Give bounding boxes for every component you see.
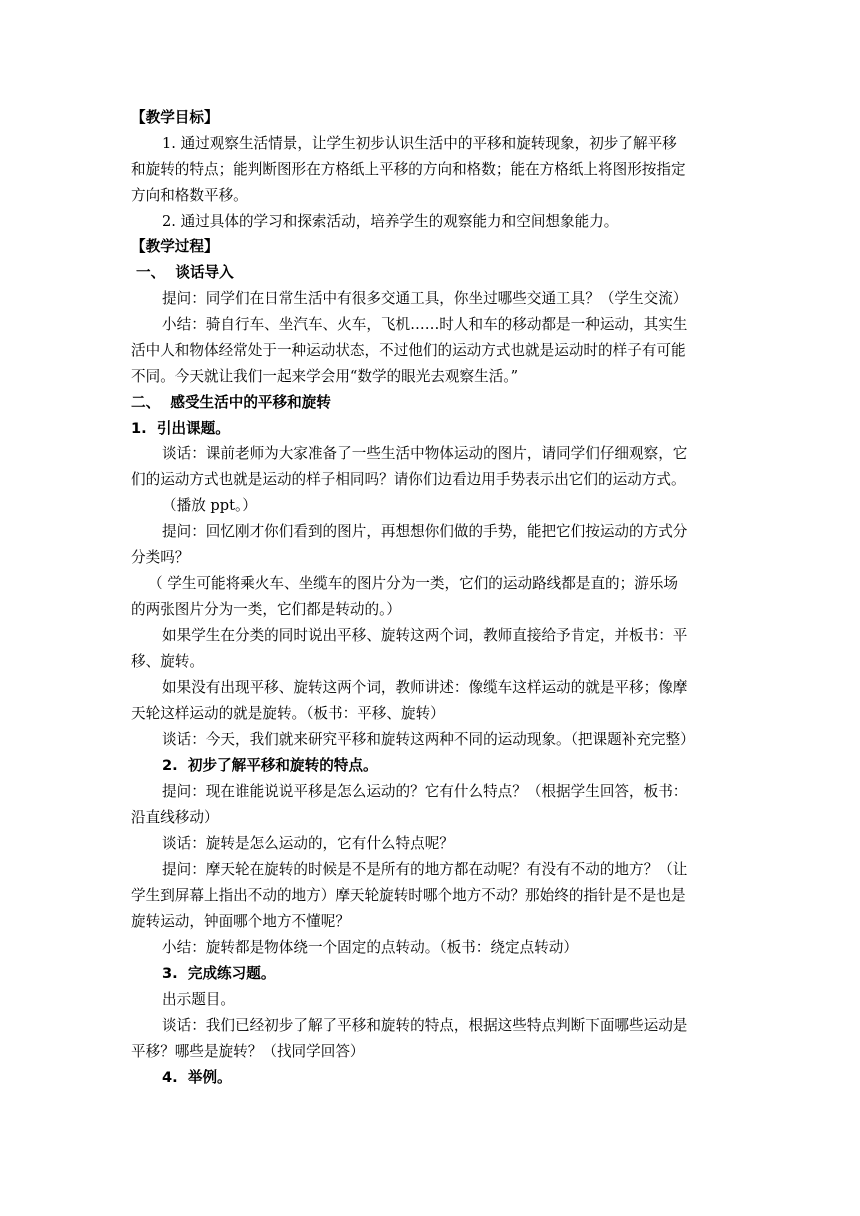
- paragraph-line: 和旋转的特点；能判断图形在方格纸上平移的方向和格数；能在方格纸上将图形按指定: [131, 161, 686, 178]
- paragraph-line: 谈话：我们已经初步了解了平移和旋转的特点，根据这些特点判断下面哪些运动是: [162, 1017, 688, 1034]
- paragraph-line: （播放 ppt。）: [162, 497, 257, 514]
- paragraph-line: 小结：旋转都是物体绕一个固定的点转动。（板书：绕定点转动）: [162, 939, 578, 956]
- paragraph-line: 移、旋转。: [131, 653, 204, 670]
- paragraph-line: （ 学生可能将乘火车、坐缆车的图片分为一类，它们的运动路线都是直的；游乐场: [148, 575, 679, 592]
- section-heading: 1. 引出课题。: [131, 420, 230, 437]
- paragraph-line: 谈话：旋转是怎么运动的，它有什么特点呢？: [162, 835, 454, 852]
- section-heading: 4. 举例。: [162, 1069, 232, 1086]
- section-heading: 2. 初步了解平移和旋转的特点。: [162, 757, 378, 774]
- section-heading: 二、 感受生活中的平移和旋转: [131, 394, 331, 411]
- paragraph-line: 2. 通过具体的学习和探索活动，培养学生的观察能力和空间想象能力。: [162, 213, 619, 230]
- paragraph-line: 方向和格数平移。: [131, 187, 248, 204]
- paragraph-line: 旋转运动，钟面哪个地方不懂呢？: [131, 913, 350, 930]
- paragraph-line: 出示题目。: [162, 991, 235, 1008]
- paragraph-line: 谈话：课前老师为大家准备了一些生活中物体运动的图片，请同学们仔细观察，它: [162, 445, 688, 462]
- paragraph-line: 如果学生在分类的同时说出平移、旋转这两个词，教师直接给予肯定，并板书：平: [162, 627, 688, 644]
- paragraph-line: 沿直线移动）: [131, 809, 219, 826]
- paragraph-line: 天轮这样运动的就是旋转。（板书：平移、旋转）: [131, 705, 445, 722]
- section-heading: 【教学过程】: [131, 238, 219, 255]
- paragraph-line: 谈话：今天，我们就来研究平移和旋转这两种不同的运动现象。（把课题补充完整）: [162, 731, 695, 748]
- paragraph-line: 提问：回忆刚才你们看到的图片，再想想你们做的手势，能把它们按运动的方式分: [162, 523, 688, 540]
- paragraph-line: 学生到屏幕上指出不动的地方）摩天轮旋转时哪个地方不动？那始终的指针是不是也是: [131, 887, 686, 904]
- paragraph-line: 们的运动方式也就是运动的样子相同吗？请你们边看边用手势表示出它们的运动方式。: [131, 471, 686, 488]
- paragraph-line: 提问：摩天轮在旋转的时候是不是所有的地方都在动呢？有没有不动的地方？（让: [162, 861, 688, 878]
- paragraph-line: 的两张图片分为一类，它们都是转动的。）: [131, 601, 401, 618]
- paragraph-line: 小结：骑自行车、坐汽车、火车，飞机……时人和车的移动都是一种运动，其实生: [162, 316, 688, 333]
- section-heading: 一、 谈话导入: [136, 264, 234, 281]
- paragraph-line: 平移？哪些是旋转？（找同学回答）: [131, 1043, 365, 1060]
- paragraph-line: 1. 通过观察生活情景，让学生初步认识生活中的平移和旋转现象，初步了解平移: [162, 135, 677, 152]
- section-heading: 3. 完成练习题。: [162, 965, 276, 982]
- paragraph-line: 如果没有出现平移、旋转这两个词，教师讲述：像缆车这样运动的就是平移；像摩: [162, 679, 688, 696]
- section-heading: 【教学目标】: [131, 109, 219, 126]
- paragraph-line: 分类吗？: [131, 549, 190, 566]
- paragraph-line: 不同。今天就让我们一起来学会用“数学的眼光去观察生活。”: [131, 368, 519, 385]
- paragraph-line: 提问：现在谁能说说平移是怎么运动的？它有什么特点？（根据学生回答，板书：: [162, 783, 688, 800]
- paragraph-line: 提问：同学们在日常生活中有很多交通工具，你坐过哪些交通工具？（学生交流）: [162, 290, 688, 307]
- paragraph-line: 活中人和物体经常处于一种运动状态，不过他们的运动方式也就是运动时的样子有可能: [131, 342, 686, 359]
